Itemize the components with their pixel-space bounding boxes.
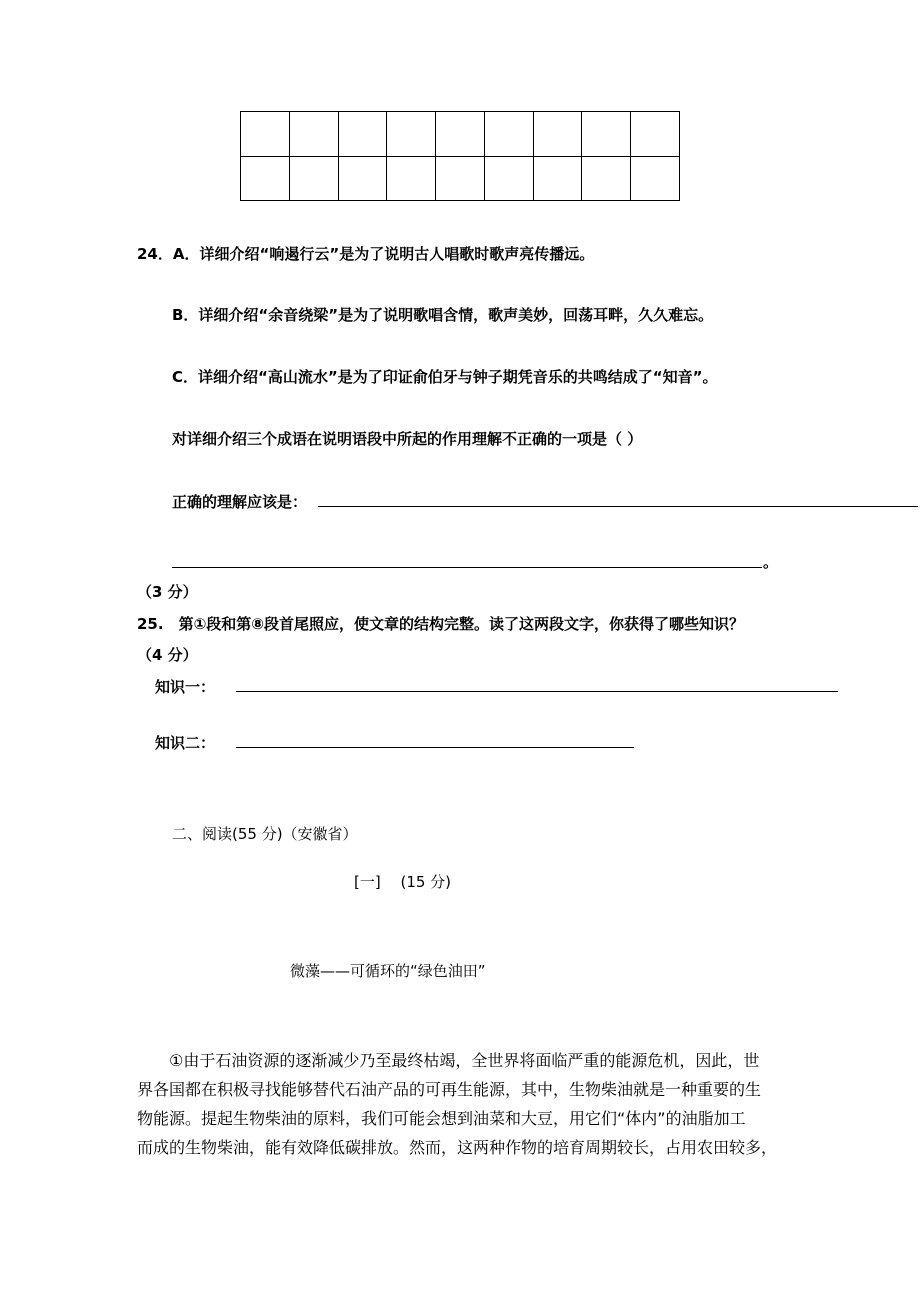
q24-option-b: B．详细介绍“余音绕梁”是为了说明歌唱含情，歌声美妙，回荡耳畔，久久难忘。 [172, 306, 714, 324]
grid-cell[interactable] [484, 156, 533, 201]
q24-option-c: C．详细介绍“高山流水”是为了印证俞伯牙与钟子期凭音乐的共鸣结成了“知音”。 [172, 368, 718, 386]
paragraph-line: ①由于石油资源的逐渐减少乃至最终枯竭，全世界将面临严重的能源危机，因此，世 [137, 1051, 760, 1070]
q25-score: （4 分） [137, 646, 198, 664]
grid-cell[interactable] [387, 112, 436, 157]
q24-period: 。 [763, 553, 779, 571]
paragraph-line: 而成的生物柴油，能有效降低碳排放。然而，这两种作物的培育周期较长，占用农田较多， [137, 1138, 778, 1157]
q24-question: 对详细介绍三个成语在说明语段中所起的作用理解不正确的一项是（ ） [172, 430, 643, 448]
q24-option-a: 24．A．详细介绍“响遏行云”是为了说明古人唱歌时歌声亮传播远。 [137, 245, 595, 263]
q24-answer-line-2[interactable] [172, 567, 762, 568]
grid-row [241, 156, 680, 201]
grid-cell[interactable] [387, 156, 436, 201]
paragraph-line: 界各国都在积极寻找能够替代石油产品的可再生能源，其中，生物柴油就是一种重要的生 [137, 1080, 762, 1099]
section-heading: 二、阅读(55 分)（安徽省） [172, 825, 358, 843]
grid-cell[interactable] [631, 112, 680, 157]
grid-cell[interactable] [241, 156, 290, 201]
section-subheading: [一] (15 分) [354, 873, 452, 891]
grid-cell[interactable] [436, 112, 485, 157]
grid-cell[interactable] [582, 112, 631, 157]
paragraph-line: 物能源。提起生物柴油的原料，我们可能会想到油菜和大豆，用它们“体内”的油脂加工 [137, 1109, 746, 1128]
q25-knowledge-1-label: 知识一： [155, 678, 216, 696]
grid-cell[interactable] [289, 112, 338, 157]
grid-cell[interactable] [631, 156, 680, 201]
grid-cell[interactable] [436, 156, 485, 201]
q25-knowledge-2-line[interactable] [236, 747, 634, 748]
grid-cell[interactable] [241, 112, 290, 157]
grid-cell[interactable] [533, 112, 582, 157]
grid-cell[interactable] [338, 112, 387, 157]
grid-cell[interactable] [484, 112, 533, 157]
q24-score: （3 分） [137, 583, 198, 601]
grid-cell[interactable] [338, 156, 387, 201]
grid-cell[interactable] [533, 156, 582, 201]
q24-answer-line-1[interactable] [318, 506, 918, 507]
grid-cell[interactable] [289, 156, 338, 201]
grid-cell[interactable] [582, 156, 631, 201]
q25-knowledge-2-label: 知识二： [155, 734, 216, 752]
article-title: 微藻——可循环的“绿色油田” [290, 962, 486, 980]
q25-question: 25. 第①段和第⑧段首尾照应，使文章的结构完整。读了这两段文字，你获得了哪些知识？ [137, 615, 744, 633]
grid-row [241, 112, 680, 157]
q25-knowledge-1-line[interactable] [236, 691, 838, 692]
answer-grid [240, 111, 680, 201]
q24-answer-label: 正确的理解应该是： [172, 493, 308, 511]
